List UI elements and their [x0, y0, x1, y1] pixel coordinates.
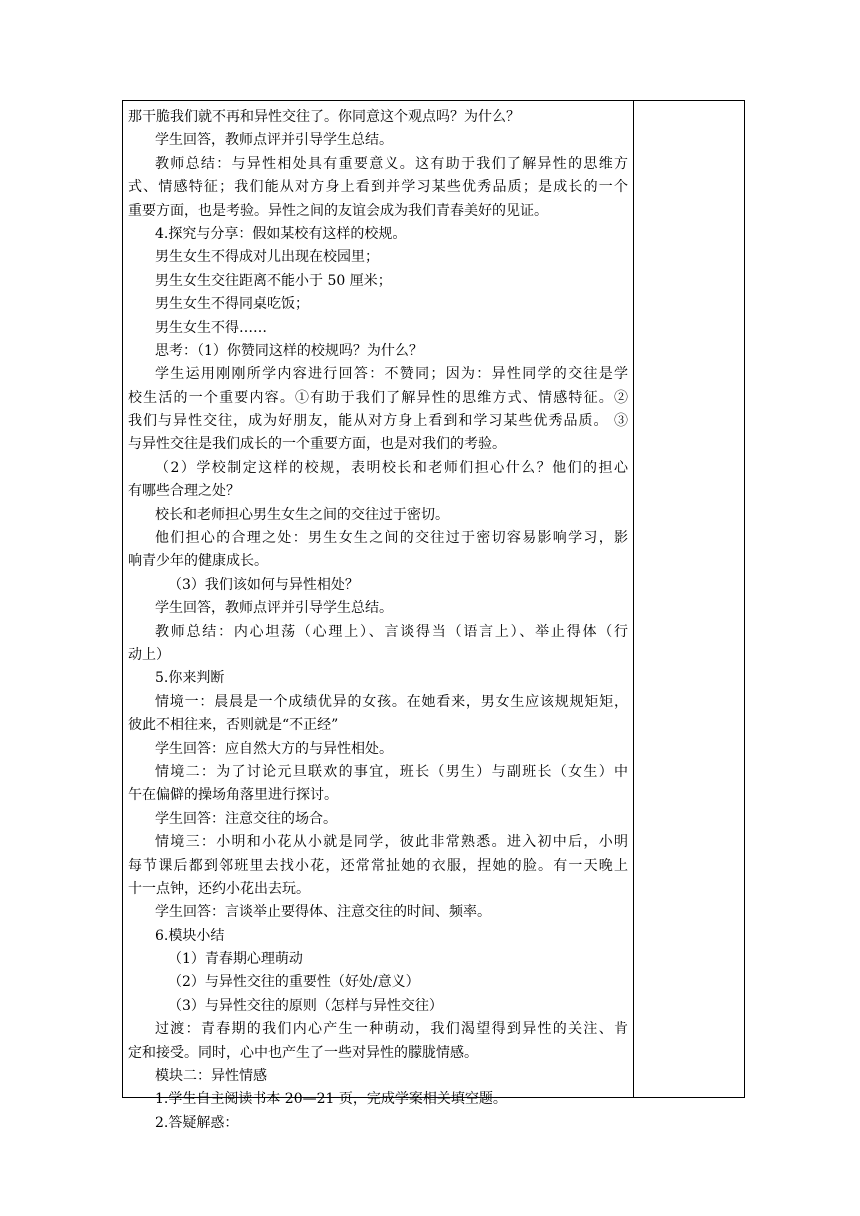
text-line: （3）我们该如何与异性相处？ — [168, 576, 359, 593]
text-line: 思考：（1）你赞同这样的校规吗？为什么？ — [155, 342, 423, 359]
text-line: 2.答疑解惑： — [155, 1114, 239, 1131]
text-line: 那干脆我们就不再和异性交往了。你同意这个观点吗？为什么？ — [128, 109, 520, 125]
text-line: 校生活的一个重要内容。①有助于我们了解异性的思维方式、情感特征。② — [128, 389, 628, 406]
text-line: 式、情感特征；我们能从对方身上看到并学习某些优秀品质；是成长的一个 — [128, 179, 628, 196]
text-line: 重要方面，也是考验。异性之间的友谊会成为我们青春美好的见证。 — [128, 202, 548, 219]
text-line: 过渡：青春期的我们内心产生一种萌动，我们渴望得到异性的关注、肯 — [155, 1021, 628, 1038]
text-line: 定和接受。同时，心中也产生了一些对异性的朦胧情感。 — [128, 1044, 478, 1061]
lesson-table — [122, 100, 745, 1131]
text-line: （2）学校制定这样的校规，表明校长和老师们担心什么？他们的担心 — [155, 459, 628, 476]
text-line: 我们与异性交往，成为好朋友，能从对方身上看到和学习某些优秀品质。 ③ — [128, 413, 628, 430]
text-line: 学生运用刚刚所学内容进行回答：不赞同；因为：异性同学的交往是学 — [155, 366, 628, 383]
text-line: 十一点钟，还约小花出去玩。 — [128, 880, 310, 897]
text-line: 他们担心的合理之处：男生女生之间的交往过于密切容易影响学习，影 — [155, 530, 628, 547]
text-line: 有哪些合理之处？ — [128, 483, 240, 500]
notes-cell — [635, 101, 744, 1097]
text-line: 4.探究与分享：假如某校有这样的校规。 — [155, 225, 407, 242]
text-line: 学生回答：应自然大方的与异性相处。 — [155, 740, 393, 757]
text-line: 与异性交往是我们成长的一个重要方面，也是对我们的考验。 — [128, 436, 506, 453]
text-line: 1.学生自主阅读书本 20—21 页，完成学案相关填空题。 — [155, 1091, 507, 1108]
text-line: 彼此不相往来，否则就是“不正经” — [128, 717, 339, 734]
text-line: 每节课后都到邻班里去找小花，还常常扯她的衣服，捏她的脸。有一天晚上 — [128, 857, 628, 874]
text-line: （2）与异性交往的重要性（好处/意义） — [168, 974, 420, 991]
text-line: 动上） — [128, 646, 170, 663]
text-line: （1）青春期心理萌动 — [168, 951, 303, 968]
text-line: 6.模块小结 — [155, 927, 225, 944]
text-line: 情境二：为了讨论元旦联欢的事宜，班长（男生）与副班长（女生）中 — [155, 763, 628, 780]
text-line: 教师总结：与异性相处具有重要意义。这有助于我们了解异性的思维方 — [155, 155, 628, 172]
text-line: 情境三：小明和小花从小就是同学，彼此非常熟悉。进入初中后，小明 — [155, 834, 628, 851]
text-line: 5.你来判断 — [155, 670, 225, 687]
text-line: 男生女生不得成对儿出现在校园里； — [155, 249, 379, 266]
text-line: 学生回答，教师点评并引导学生总结。 — [155, 600, 393, 617]
text-line: 男生女生不得…… — [155, 319, 267, 336]
text-line: 教师总结：内心坦荡（心理上）、言谈得当（语言上）、举止得体（行 — [155, 623, 628, 640]
text-line: 男生女生不得同桌吃饭； — [155, 296, 309, 313]
text-line: 响青少年的健康成长。 — [128, 553, 268, 570]
text-line: 情境一：晨晨是一个成绩优异的女孩。在她看来，男女生应该规规矩矩， — [155, 693, 628, 710]
text-line: 午在偏僻的操场角落里进行探讨。 — [128, 787, 338, 804]
text-line: 模块二：异性情感 — [155, 1068, 267, 1085]
text-line: 学生回答：注意交往的场合。 — [155, 810, 337, 827]
text-line: （3）与异性交往的原则（怎样与异性交往） — [168, 997, 443, 1014]
lesson-content-cell — [128, 106, 628, 1135]
text-line: 男生女生交往距离不能小于 50 厘米； — [155, 272, 392, 289]
text-line: 学生回答：言谈举止要得体、注意交往的时间、频率。 — [155, 904, 491, 921]
text-line: 校长和老师担心男生女生之间的交往过于密切。 — [155, 506, 449, 523]
text-line: 学生回答，教师点评并引导学生总结。 — [155, 132, 393, 149]
